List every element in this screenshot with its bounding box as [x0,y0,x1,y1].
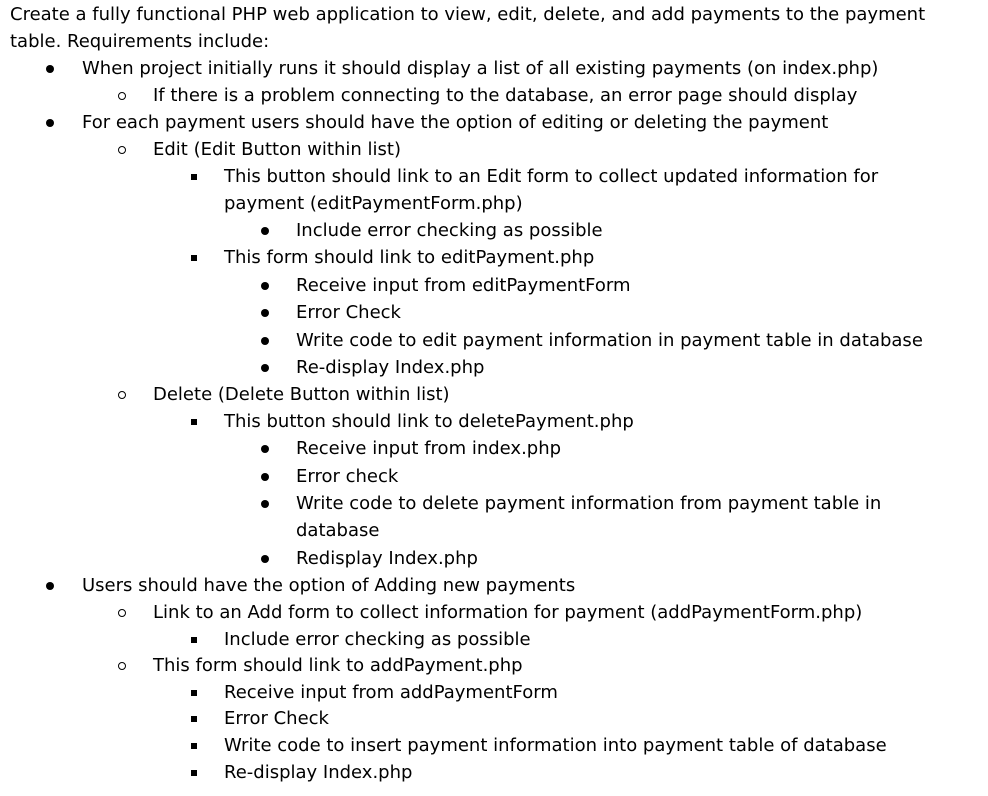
bullet-disc-icon [259,327,271,354]
bullet-circle-icon [116,82,128,109]
list-item: Include error checking as possible [224,629,531,650]
list-item: Re-display Index.php [224,762,413,783]
list-item: Error Check [296,302,401,323]
bullet-square-icon [188,244,200,271]
bullet-square-icon [188,705,200,732]
bullet-square-icon [188,679,200,706]
bullet-square-icon [188,626,200,653]
list-item: Receive input from editPaymentForm [296,275,631,296]
bullet-disc-icon [259,299,271,326]
bullet-disc-icon [44,572,56,599]
list-item: Error check [296,466,399,487]
list-item: Write code to delete payment information from payment table in database [296,493,882,541]
bullet-square-icon [188,759,200,786]
bullet-disc-icon [259,217,271,244]
list-item: Users should have the option of Adding new payments [82,575,576,596]
bullet-circle-icon [116,652,128,679]
intro-paragraph: Create a fully functional PHP web application to view, edit, delete, and add payments to the payment table. Requirements include: [10,4,926,52]
bullet-square-icon [188,732,200,759]
list-item: This button should link to an Edit form to collect updated information for payment (editPaymentForm.php) [224,166,879,214]
list-item: This button should link to deletePayment.php [224,411,634,432]
list-item: Receive input from index.php [296,438,562,459]
list-item: Delete (Delete Button within list) [153,384,450,405]
list-item: For each payment users should have the option of editing or deleting the payment [82,112,829,133]
list-item: Redisplay Index.php [296,548,478,569]
bullet-square-icon [188,408,200,435]
list-item: Re-display Index.php [296,357,485,378]
bullet-disc-icon [44,109,56,136]
bullet-disc-icon [259,490,271,517]
list-item: Error Check [224,708,329,729]
bullet-square-icon [188,163,200,190]
bullet-circle-icon [116,136,128,163]
bullet-disc-icon [259,354,271,381]
bullet-circle-icon [116,599,128,626]
list-item: This form should link to addPayment.php [153,655,523,676]
bullet-disc-icon [259,463,271,490]
list-item: Write code to insert payment information into payment table of database [224,735,887,756]
bullet-disc-icon [259,272,271,299]
list-item: If there is a problem connecting to the database, an error page should display [153,85,858,106]
list-item: Include error checking as possible [296,220,603,241]
list-item: When project initially runs it should display a list of all existing payments (on index.php) [82,58,879,79]
bullet-disc-icon [259,545,271,572]
list-item: Receive input from addPaymentForm [224,682,558,703]
list-item: This form should link to editPayment.php [224,247,595,268]
list-item: Link to an Add form to collect information for payment (addPaymentForm.php) [153,602,863,623]
bullet-circle-icon [116,381,128,408]
bullet-disc-icon [259,435,271,462]
list-item: Edit (Edit Button within list) [153,139,401,160]
bullet-disc-icon [44,55,56,82]
list-item: Write code to edit payment information in payment table in database [296,330,923,351]
